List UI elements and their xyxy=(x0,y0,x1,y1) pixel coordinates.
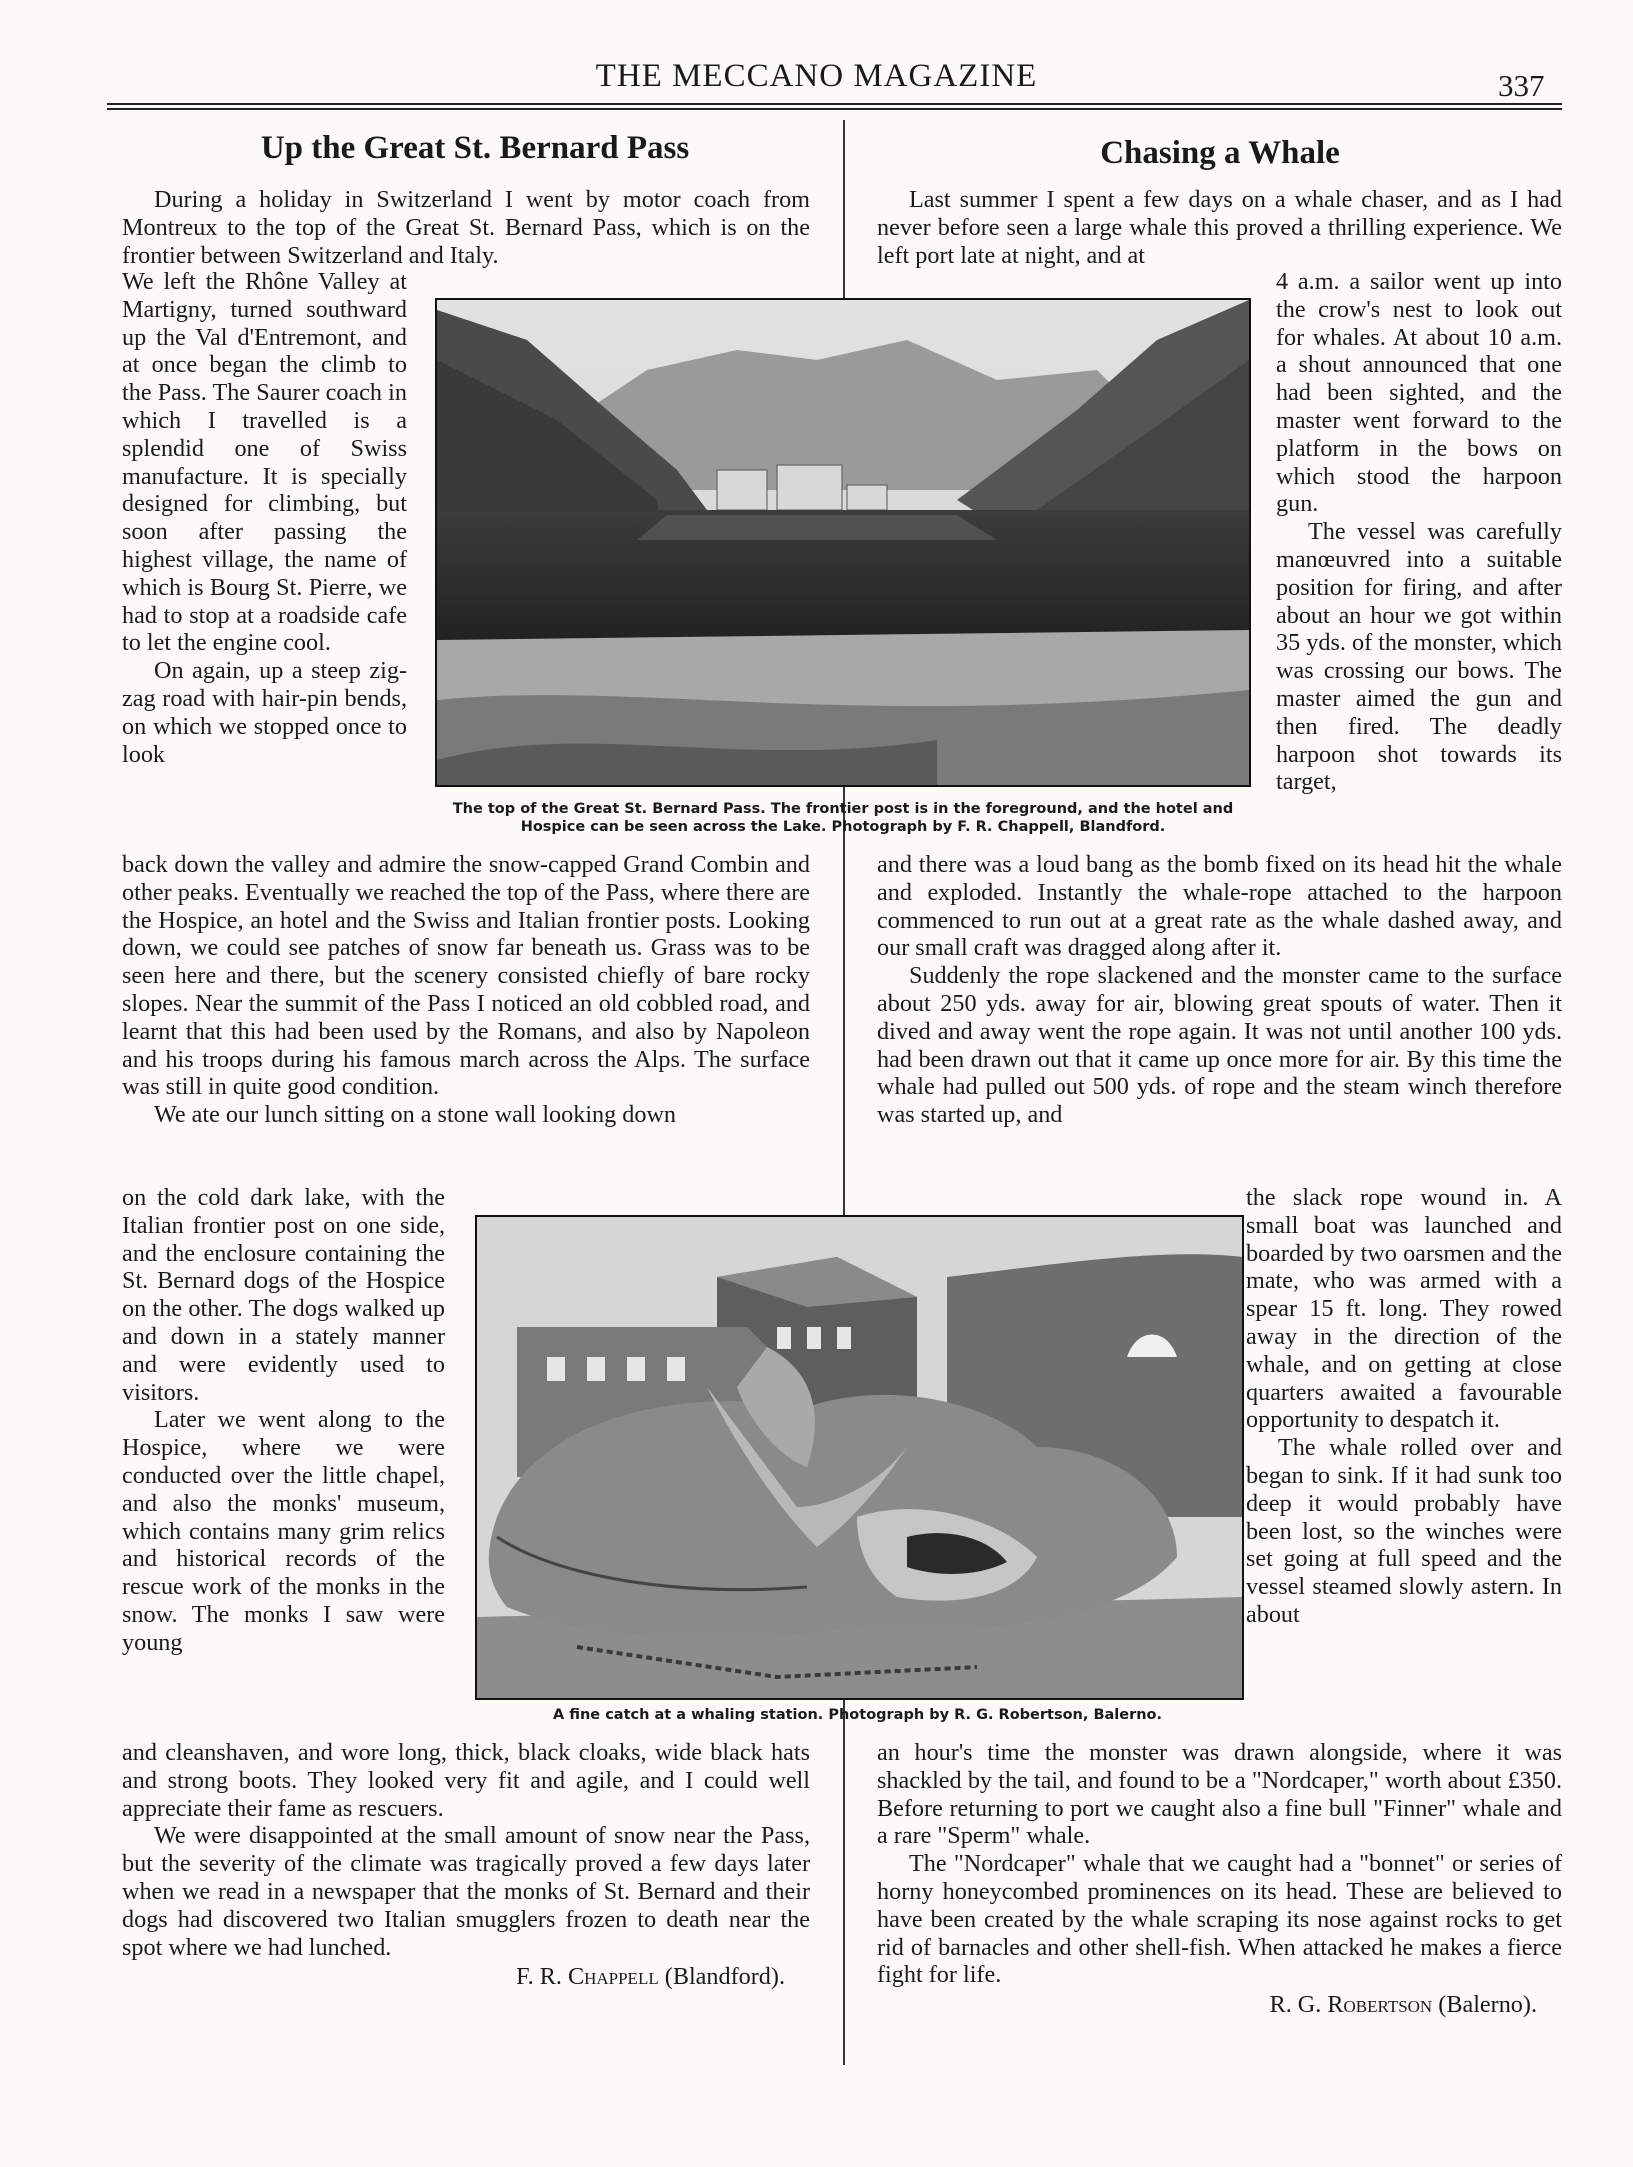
right-signature-place: (Balerno). xyxy=(1438,1991,1537,2019)
right-intro xyxy=(877,186,1562,269)
right-signature xyxy=(877,1991,1562,2019)
right-paragraph-1: 4 a.m. a sailor went up into the crow's nest to look out for whales. At about 10 a.m. a shout announced that one had been sighted, and the master went forward to the platform in the bows on which stood the harpoon gun. xyxy=(1276,268,1562,518)
mountain-pass-image xyxy=(437,300,1249,785)
right-paragraph-3-continued: the slack rope wound in. A small boat was launched and boarded by two oarsmen and the mate, who was armed with a spear 15 ft. long. They rowed away in the direction of the whale, and on getting at close quarters awaited a favourable opportunity to despatch it. xyxy=(1246,1184,1562,1434)
left-paragraph-4-start: Later we went along to the Hospice, where we were conducted over the little chapel, and also the monks' museum, which contains many grim relics and historical records of the rescue work of the monks in the snow. The monks I saw were young xyxy=(122,1406,445,1656)
right-paragraph-3-start: Suddenly the rope slackened and the monster came to the surface about 250 yds. away for air, blowing great spouts of water. Then it dived and away went the rope again. It was not until another 100 yds. had been drawn out that it came up once more for air. By this time the whale had pulled out 500 yds. of rope and the steam winch therefore was started up, and xyxy=(877,962,1562,1129)
left-narrow-block-1 xyxy=(122,268,407,768)
left-paragraph-2-continued: back down the valley and admire the snow-capped Grand Combin and other peaks. Eventually we reached the top of the Pass, where there are the Hospice, an hotel and the Swiss and Italian frontier posts. Looking down, we could see patches of snow far beneath us. Grass was to be seen here and there, but the scenery consisted chiefly of bare rocky slopes. Near the summit of the Pass I noticed an old cobbled road, and learnt that this had been used by the Romans, and also by Napoleon and his troops during his famous march across the Alps. The surface was still in quite good condition. xyxy=(122,851,810,1101)
left-paragraph-1: We left the Rhône Valley at Martigny, turned southward up the Val d'Entremont, and at once began the climb to the Pass. The Saurer coach in which I travelled is a splendid one of Swiss manufacture. It is specially designed for climbing, but soon after passing the highest village, the name of which is Bourg St. Pierre, we had to stop at a roadside cafe to let the engine cool. xyxy=(122,268,407,657)
left-intro-paragraph: During a holiday in Switzerland I went by motor coach from Montreux to the top of the Great St. Bernard Pass, which is on the frontier between Switzerland and Italy. xyxy=(122,186,810,269)
right-paragraph-5: The "Nordcaper" whale that we caught had a "bonnet" or series of horny honeycombed prominences on its head. These are believed to have been created by the whale scraping its nose against rocks to get rid of barnacles and other shell-fish. When attacked he makes a fierce fight for life. xyxy=(877,1850,1562,1989)
right-signature-name: R. G. Robertson xyxy=(1269,1991,1433,2019)
right-paragraph-2-continued: and there was a loud bang as the bomb fixed on its head hit the whale and exploded. Instantly the whale-rope attached to the harpoon commenced to run out at a great rate as the whale dashed away, and our small craft was dragged along after it. xyxy=(877,851,1562,962)
left-narrow-block-2 xyxy=(122,1184,445,1657)
right-paragraph-2-start: The vessel was carefully manœuvred into a suitable position for firing, and after about an hour we got within 35 yds. of the monster, which was crossing our bows. The master aimed the gun and then fired. The deadly harpoon shot towards its target, xyxy=(1276,518,1562,796)
magazine-masthead: THE MECCANO MAGAZINE xyxy=(595,58,1038,94)
right-narrow-block-2 xyxy=(1246,1184,1562,1629)
left-paragraph-2-start: On again, up a steep zig-zag road with hair-pin bends, on which we stopped once to look xyxy=(122,657,407,768)
photo2-caption: A fine catch at a whaling station. Photograph by R. G. Robertson, Balerno. xyxy=(552,1707,1163,1723)
left-paragraph-5: We were disappointed at the small amount of snow near the Pass, but the severity of the climate was tragically proved a few days later when we read in a newspaper that the monks of St. Bernard and their dogs had discovered two Italian smugglers frozen to death near the spot where we had lunched. xyxy=(122,1822,810,1961)
left-intro xyxy=(122,186,810,269)
header-rule xyxy=(107,103,1562,105)
photo1-caption: The top of the Great St. Bernard Pass. The frontier post is in the foreground, and the hotel and Hospice can be seen across the Lake. Photograph by F. R. Chappell, Blandford. xyxy=(452,801,1234,835)
whale-image xyxy=(477,1217,1242,1698)
page-number: 337 xyxy=(1498,68,1545,103)
mountain-pass-photo xyxy=(435,298,1251,787)
left-paragraph-4-continued: and cleanshaven, and wore long, thick, black cloaks, wide black hats and strong boots. They looked very fit and agile, and I could well appreciate their fame as rescuers. xyxy=(122,1739,810,1822)
right-narrow-block-1 xyxy=(1276,268,1562,796)
header-rule-inner xyxy=(107,108,1562,110)
left-paragraph-3-start: We ate our lunch sitting on a stone wall looking down xyxy=(154,1101,677,1129)
left-paragraph-3-continued: on the cold dark lake, with the Italian frontier post on one side, and the enclosure containing the St. Bernard dogs of the Hospice on the other. The dogs walked up and down in a stately manner and were evidently used to visitors. xyxy=(122,1184,445,1406)
right-paragraph-4-start: The whale rolled over and began to sink. If it had sunk too deep it would probably have been lost, so the winches were set going at full speed and the vessel steamed slowly astern. In about xyxy=(1246,1434,1562,1628)
left-signature xyxy=(122,1963,810,1991)
left-signature-name: F. R. Chappell xyxy=(516,1963,659,1991)
right-final-block xyxy=(877,1739,1562,2019)
left-final-block xyxy=(122,1739,810,1991)
right-wide-block xyxy=(877,851,1562,1129)
whale-photo xyxy=(475,1215,1244,1700)
right-paragraph-4-continued: an hour's time the monster was drawn alongside, where it was shackled by the tail, and found to be a "Nordcaper," worth about £350. Before returning to port we caught also a fine bull "Finner" whale and a rare "Sperm" whale. xyxy=(877,1739,1562,1850)
left-wide-block xyxy=(122,851,810,1129)
left-signature-place: (Blandford). xyxy=(664,1963,785,1991)
right-intro-paragraph: Last summer I spent a few days on a whale chaser, and as I had never before seen a large whale this proved a thrilling experience. We left port late at night, and at xyxy=(877,186,1562,269)
right-article-title: Chasing a Whale xyxy=(1100,135,1340,171)
left-article-title: Up the Great St. Bernard Pass xyxy=(260,130,690,166)
